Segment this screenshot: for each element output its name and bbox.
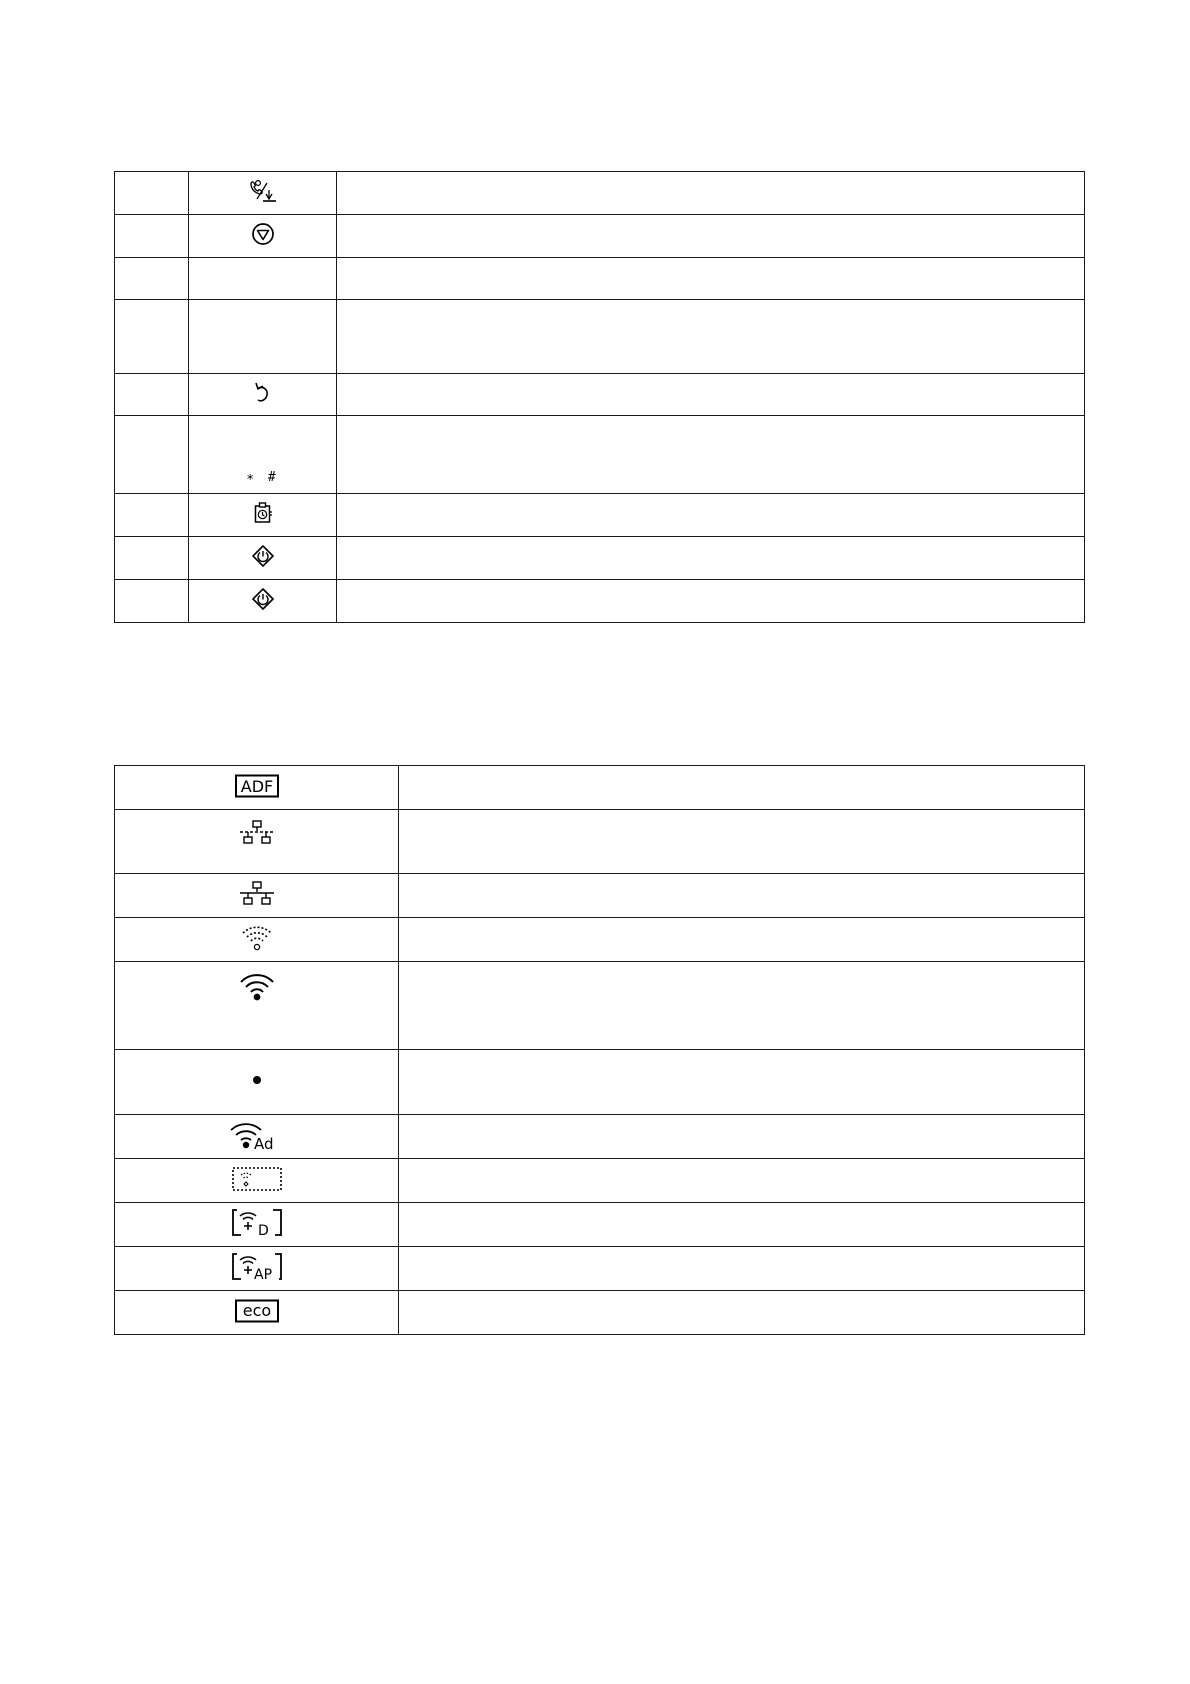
wifi-adhoc-icon	[230, 1120, 284, 1150]
button-description	[337, 537, 1085, 580]
table-row	[115, 1203, 1085, 1247]
table-row	[115, 374, 1085, 416]
table-row	[115, 962, 1085, 1050]
svg-text:eco: eco	[242, 1300, 271, 1320]
table-row	[115, 918, 1085, 962]
table-row	[115, 172, 1085, 215]
button-description	[337, 580, 1085, 623]
table-row	[115, 1050, 1085, 1115]
table-row	[115, 1115, 1085, 1159]
wired-lan-disconnected-icon	[238, 820, 276, 846]
button-description	[337, 494, 1085, 537]
fax-speed-dial-icon	[252, 501, 274, 525]
wifi-direct-disabled-icon	[231, 1165, 283, 1193]
wired-lan-connected-icon	[238, 881, 276, 907]
stop-icon	[251, 222, 275, 246]
table-row	[115, 300, 1085, 374]
table-row	[115, 258, 1085, 300]
table-row	[115, 1247, 1085, 1291]
icon-description	[399, 918, 1085, 962]
button-description	[337, 172, 1085, 215]
row-number	[115, 258, 189, 300]
speaker-hook-icon	[248, 179, 278, 203]
table-row	[115, 580, 1085, 623]
operation-buttons-table	[114, 171, 1085, 623]
icon-description	[399, 1159, 1085, 1203]
row-number	[115, 374, 189, 416]
table-row	[115, 766, 1085, 810]
table-row	[115, 810, 1085, 874]
back-icon	[253, 381, 273, 405]
button-description	[337, 258, 1085, 300]
icon-description	[399, 962, 1085, 1050]
row-number	[115, 494, 189, 537]
svg-text:AP: AP	[253, 1266, 272, 1282]
svg-text:D: D	[257, 1222, 269, 1238]
icon-description	[399, 1203, 1085, 1247]
wifi-connected-icon	[238, 972, 276, 1002]
icon-description	[399, 874, 1085, 918]
wifi-simple-ap-icon	[231, 1252, 283, 1282]
button-label	[189, 300, 337, 374]
button-description	[337, 300, 1085, 374]
table-row	[115, 416, 1085, 494]
wifi-searching-icon	[239, 924, 275, 952]
wifi-direct-icon	[231, 1208, 283, 1238]
table-row	[115, 537, 1085, 580]
button-description	[337, 374, 1085, 416]
icon-description	[399, 1115, 1085, 1159]
wifi-bullet-icon	[250, 1073, 264, 1087]
row-number	[115, 215, 189, 258]
icon-description	[399, 1247, 1085, 1291]
row-number	[115, 580, 189, 623]
button-description	[337, 215, 1085, 258]
row-number	[115, 172, 189, 215]
row-number	[115, 416, 189, 494]
svg-text:ADF: ADF	[240, 776, 273, 796]
svg-text:Ad: Ad	[253, 1134, 274, 1150]
icon-description	[399, 810, 1085, 874]
icon-description	[399, 1050, 1085, 1115]
table-row	[115, 494, 1085, 537]
table-row	[115, 1291, 1085, 1335]
status-icons-table	[114, 765, 1085, 1335]
start-icon	[251, 544, 275, 568]
row-number	[115, 300, 189, 374]
start-icon	[251, 587, 275, 611]
button-description	[337, 416, 1085, 494]
button-label	[189, 258, 337, 300]
row-number	[115, 537, 189, 580]
table-row	[115, 1159, 1085, 1203]
table-row	[115, 215, 1085, 258]
table-row	[115, 874, 1085, 918]
eco-icon	[235, 1299, 279, 1323]
icon-description	[399, 1291, 1085, 1335]
icon-description	[399, 766, 1085, 810]
star-hash-keys-label: ∗ #	[246, 470, 279, 485]
adf-icon	[235, 774, 279, 798]
